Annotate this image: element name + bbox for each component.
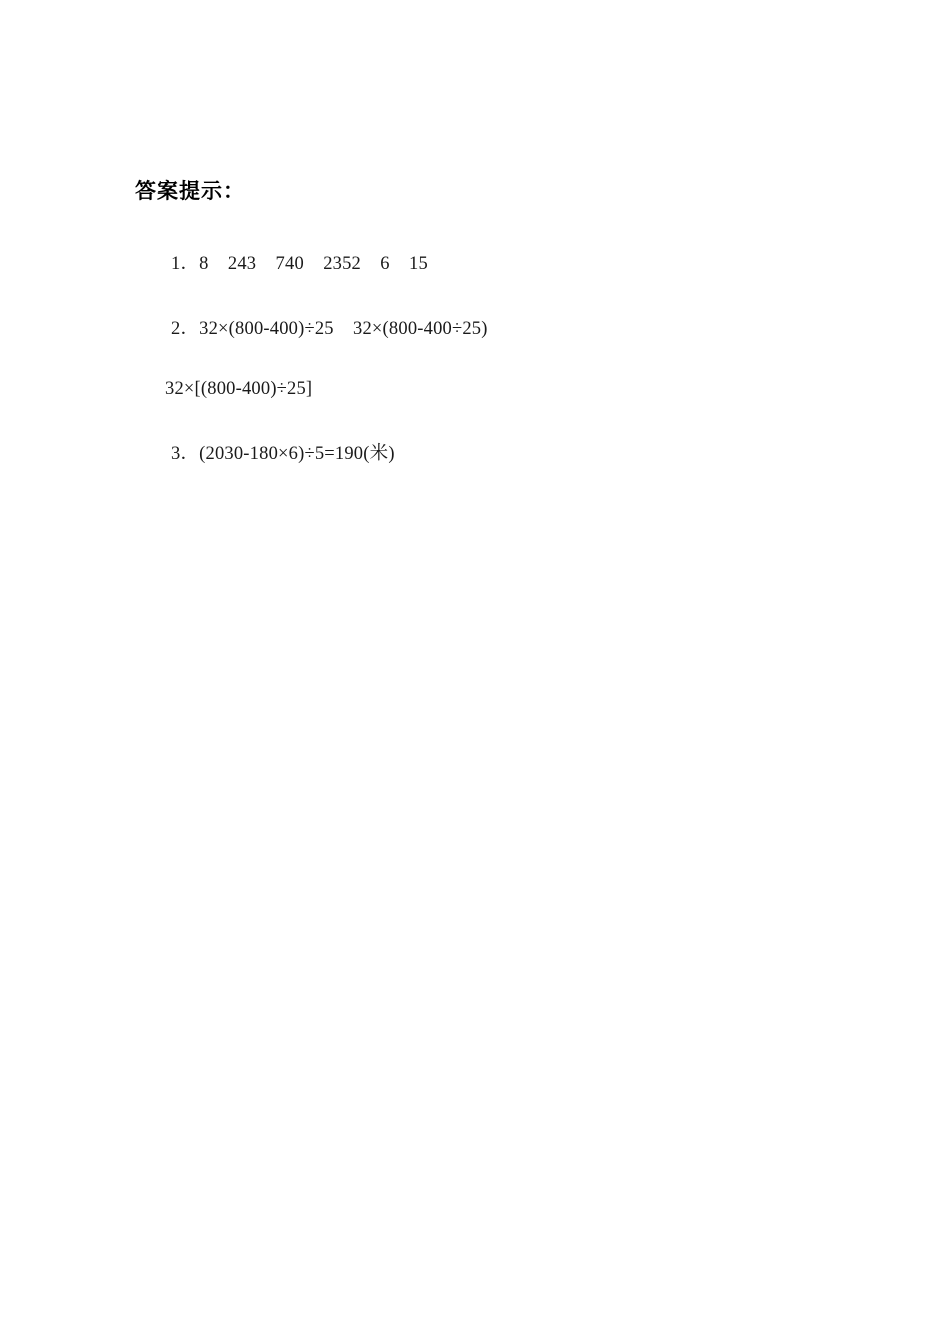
answer-item-1: 1．8 243 740 2352 6 15 (171, 254, 428, 274)
answer-item-2: 2．32×(800-400)÷25 32×(800-400÷25) (171, 319, 488, 339)
page-title: 答案提示： (135, 179, 245, 203)
document-content (135, 175, 835, 504)
answer-item-2-continuation: 32×[(800-400)÷25] (165, 379, 313, 399)
answer-item-3: 3．(2030-180×6)÷5=190(米) (171, 444, 395, 464)
